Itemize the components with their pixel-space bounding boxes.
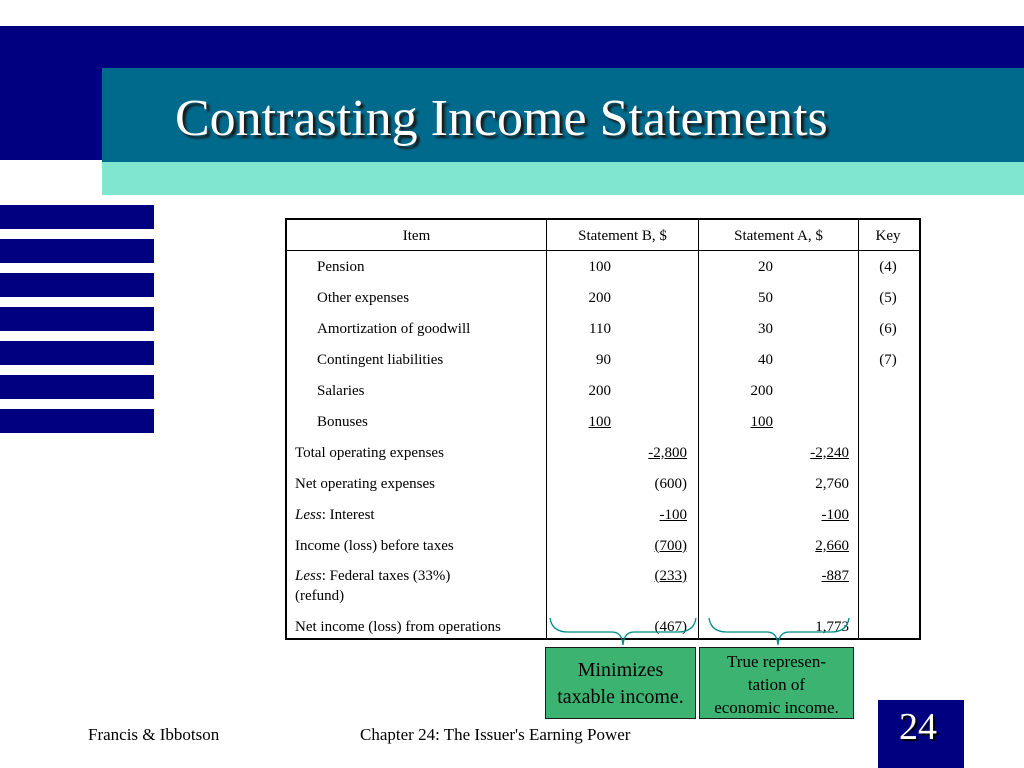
- row-a-value: 100: [750, 414, 773, 430]
- row-item: : Interest: [321, 507, 375, 523]
- row-item: Net operating expenses: [295, 476, 435, 492]
- row-b-value: 110: [589, 321, 611, 337]
- callout-b-line: taxable income.: [557, 686, 684, 708]
- row-item-less-taxes: [295, 567, 450, 585]
- less-prefix: Less: [295, 507, 322, 523]
- decor-stripe: [0, 273, 154, 297]
- row-item: Amortization of goodwill: [317, 321, 471, 337]
- row-b-total: (700): [654, 538, 687, 554]
- row-a-value: 40: [758, 352, 773, 368]
- row-item: Income (loss) before taxes: [295, 538, 454, 554]
- row-item-line2: (refund): [295, 588, 345, 604]
- row-b-value: 100: [588, 414, 611, 430]
- income-statement-table: [285, 218, 921, 640]
- header-key: Key: [875, 228, 901, 244]
- callout-statement-b: [545, 647, 696, 719]
- row-key: (6): [879, 321, 897, 337]
- header-item: Item: [402, 228, 431, 244]
- row-b-total: (467): [654, 619, 687, 635]
- row-item-less-interest: [295, 506, 375, 524]
- row-a-value: 30: [758, 321, 773, 337]
- row-a-value: 50: [758, 290, 773, 306]
- row-a-value: 20: [758, 259, 773, 275]
- header-divider: [287, 250, 919, 251]
- slide-title: Contrasting Income Statements: [175, 90, 828, 147]
- footer-author: Francis & Ibbotson: [88, 725, 220, 744]
- row-b-total: -2,800: [648, 445, 687, 461]
- callout-a-line: tation of: [747, 675, 806, 694]
- row-a-total: 1,773: [815, 619, 849, 635]
- callout-statement-a: [699, 647, 854, 719]
- row-a-total: 2,760: [815, 476, 849, 492]
- row-item: Total operating expenses: [295, 445, 444, 461]
- less-prefix: Less: [295, 568, 322, 584]
- callout-a-line: True represen-: [727, 652, 826, 671]
- row-key: (5): [879, 290, 897, 306]
- row-item: Contingent liabilities: [317, 352, 444, 368]
- row-item: : Federal taxes (33%): [321, 568, 451, 584]
- row-key: (4): [879, 259, 897, 275]
- row-item: Net income (loss) from operations: [295, 619, 501, 635]
- decor-stripe: [0, 307, 154, 331]
- row-b-total: (600): [654, 476, 687, 492]
- decor-stripe: [0, 205, 154, 229]
- row-item: Other expenses: [317, 290, 410, 306]
- decor-stripe: [0, 239, 154, 263]
- row-b-value: 90: [596, 352, 611, 368]
- row-a-value: 200: [750, 383, 773, 399]
- decor-stripe: [0, 375, 154, 399]
- page-number: 24: [899, 706, 937, 748]
- row-b-value: 200: [588, 290, 611, 306]
- row-key: (7): [879, 352, 897, 368]
- footer-chapter: Chapter 24: The Issuer's Earning Power: [360, 725, 631, 744]
- column-divider: [858, 220, 859, 638]
- callout-b-line: Minimizes: [577, 659, 664, 681]
- row-b-value: 200: [588, 383, 611, 399]
- row-a-total: -887: [821, 568, 849, 584]
- row-item: Pension: [317, 259, 365, 275]
- decor-stripe: [0, 341, 154, 365]
- row-a-total: -2,240: [810, 445, 849, 461]
- row-b-value: 100: [588, 259, 611, 275]
- header-statement-a: Statement A, $: [734, 228, 823, 244]
- row-a-total: -100: [821, 507, 849, 523]
- title-mint-bar: [102, 162, 1024, 195]
- row-item: Salaries: [317, 383, 365, 399]
- row-item: Bonuses: [317, 414, 368, 430]
- row-b-total: -100: [659, 507, 687, 523]
- row-a-total: 2,660: [815, 538, 849, 554]
- header-statement-b: Statement B, $: [578, 228, 667, 244]
- row-b-total: (233): [654, 568, 687, 584]
- decor-stripe: [0, 409, 154, 433]
- callout-a-line: economic income.: [714, 698, 839, 717]
